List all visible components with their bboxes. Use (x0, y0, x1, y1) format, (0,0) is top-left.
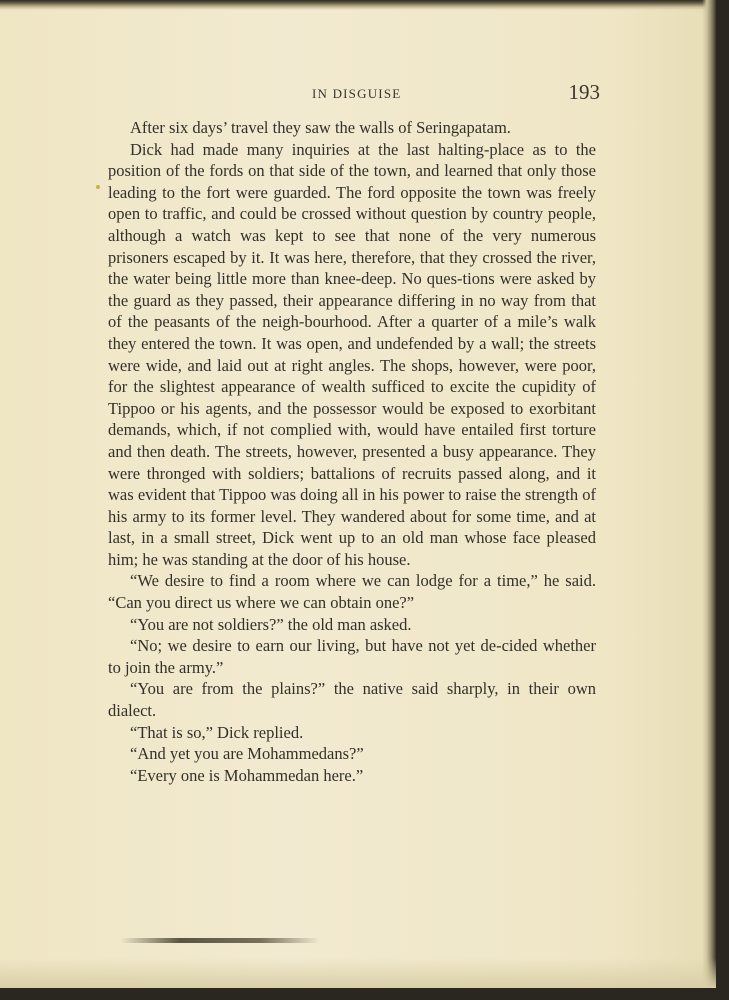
paragraph: “We desire to find a room where we can lodge for a time,” he said. “Can you direct us where we can obtain one?” (108, 571, 596, 613)
page-bottom-edge (0, 938, 716, 988)
page-speck (96, 185, 100, 189)
paragraph: “You are not soldiers?” the old man asked. (130, 614, 412, 634)
page-header (110, 82, 600, 106)
body-text (108, 117, 596, 786)
paragraph: After six days’ travel they saw the walls of Seringapatam. (130, 118, 511, 137)
paragraph: “Every one is Mohammedan here.” (130, 765, 364, 785)
paragraph: “That is so,” Dick replied. (130, 722, 304, 742)
running-head: IN DISGUISE (312, 86, 402, 101)
paragraph: “No; we desire to earn our living, but have not yet de-cided whether to join the army.” (108, 636, 596, 677)
paragraph: “And yet you are Mohammedans?” (130, 744, 364, 764)
page-smudge (120, 938, 320, 943)
page-top-shadow (0, 0, 716, 10)
page-right-edge (702, 0, 716, 988)
page-number: 193 (568, 80, 600, 104)
paragraph: Dick had made many inquiries at the last halting-place as to the position of the fords on that side of the town, and learned that only those leading to the fort were guarded. The ford opposite the town was freely open to traffic, and could be crossed without question by country people, although a watch was kept to see that none of the very numerous prisoners escaped by it. It was here, therefore, that they crossed the river, the water being little more than knee-deep. No ques-tions were asked by the guard as they passed, their appearance differing in no way from that of the peasants of the neigh-bourhood. After a quarter of a mile’s walk they entered the town. It was open, and undefended by a wall; the streets were wide, and laid out at right angles. The shops, however, were poor, for the slightest appearance of wealth sufficed to excite the cupidity of Tippoo or his agents, and the possessor would be exposed to exorbitant demands, which, if not complied with, would have entailed first torture and then death. The streets, however, presented a busy appearance. They were thronged with soldiers; battalions of recruits passed along, and it was evident that Tippoo was doing all in his power to raise the strength of his army to its former level. They wandered about for some time, and at last, in a small street, Dick went up to an old man whose face pleased him; he was standing at the door of his house. (108, 139, 596, 569)
paragraph: “You are from the plains?” the native said sharply, in their own dialect. (108, 679, 596, 721)
